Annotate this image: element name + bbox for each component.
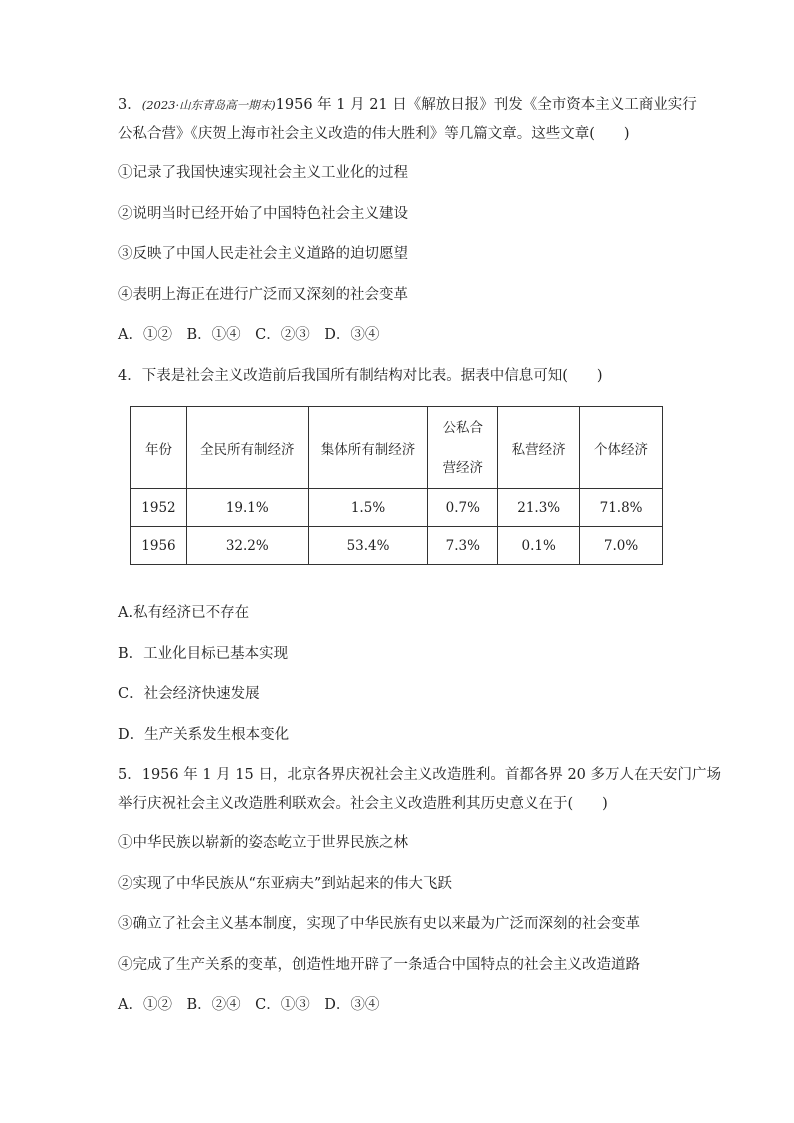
- q3-item-4: ④表明上海正在进行广泛而又深刻的社会变革: [118, 287, 408, 303]
- q5-item-4: ④完成了生产关系的变革，创造性地开辟了一条适合中国特点的社会主义改造道路: [118, 957, 640, 973]
- q5-stem-line1: 5．1956 年 1 月 15 日，北京各界庆祝社会主义改造胜利。首都各界 20 多万人在天安门广场: [118, 767, 722, 783]
- header-joint: 公私合 营经济: [428, 407, 498, 489]
- q5-options: A．①② B．②④ C．①③ D．③④: [118, 997, 380, 1013]
- q3-stem-line2: 公私合营》《庆贺上海市社会主义改造的伟大胜利》等几篇文章。这些文章( ): [118, 126, 630, 142]
- q3-item-2: ②说明当时已经开始了中国特色社会主义建设: [118, 206, 408, 222]
- header-collective: 集体所有制经济: [308, 407, 428, 489]
- q4-option-a: A.私有经济已不存在: [118, 605, 250, 621]
- header-private: 私营经济: [498, 407, 580, 489]
- q3-options: A．①② B．①④ C．②③ D．③④: [118, 327, 380, 343]
- q4-option-b: B．工业化目标已基本实现: [118, 646, 289, 662]
- q5-stem-line2: 举行庆祝社会主义改造胜利联欢会。社会主义改造胜利其历史意义在于( ): [118, 796, 608, 812]
- header-year: 年份: [131, 407, 187, 489]
- ownership-table: [130, 406, 663, 565]
- q4-option-c: C．社会经济快速发展: [118, 686, 260, 702]
- table-row: 1956 32.2% 53.4% 7.3% 0.1% 7.0%: [131, 527, 663, 565]
- table-header-row: [131, 407, 663, 489]
- q3-item-3: ③反映了中国人民走社会主义道路的迫切愿望: [118, 246, 408, 262]
- q3-stem-line1: 3．(2023·山东青岛高一期末)1956 年 1 月 21 日《解放日报》刊发《全市资本主义工商业实行: [118, 97, 697, 113]
- q5-item-1: ①中华民族以崭新的姿态屹立于世界民族之林: [118, 835, 408, 851]
- q4-stem: 4．下表是社会主义改造前后我国所有制结构对比表。据表中信息可知( ): [118, 368, 603, 384]
- q4-option-d: D．生产关系发生根本变化: [118, 727, 290, 743]
- q3-source: (2023·山东青岛高一期末): [141, 98, 276, 112]
- table-row: 1952 19.1% 1.5% 0.7% 21.3% 71.8%: [131, 489, 663, 527]
- q5-item-3: ③确立了社会主义基本制度，实现了中华民族有史以来最为广泛而深刻的社会变革: [118, 916, 640, 932]
- q5-item-2: ②实现了中华民族从“东亚病夫”到站起来的伟大飞跃: [118, 876, 452, 892]
- header-state-owned: 全民所有制经济: [186, 407, 308, 489]
- header-individual: 个体经济: [580, 407, 663, 489]
- q3-item-1: ①记录了我国快速实现社会主义工业化的过程: [118, 165, 408, 181]
